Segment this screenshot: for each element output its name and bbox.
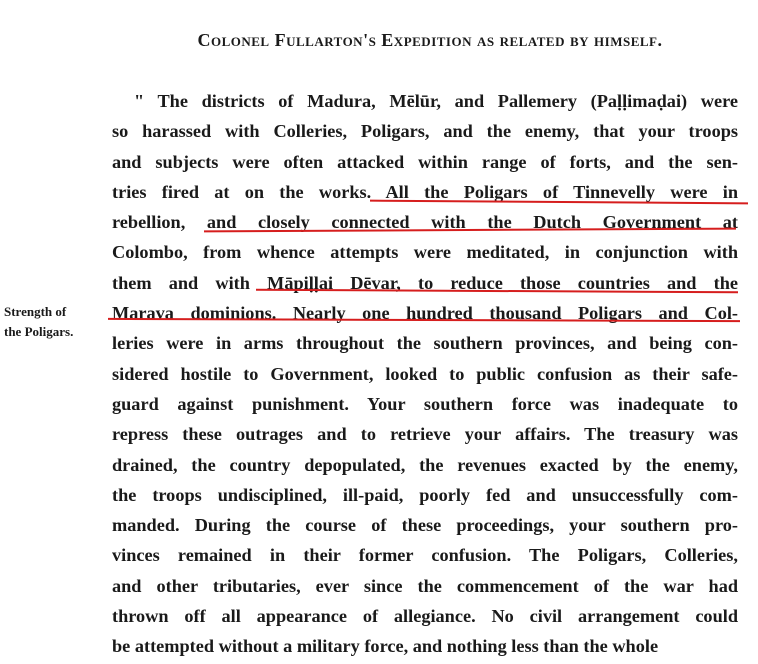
text-line: sidered hostile to Government, looked to public confusion as their safe- [112, 363, 738, 384]
text-line: be attempted without a military force, and nothing less than the whole [112, 636, 659, 657]
text-line: guard against punishment. Your southern force was inadequate to [112, 393, 738, 414]
text-line: Colombo, from whence attempts were meditated, in conjunction with [112, 242, 738, 263]
text-line: and subjects were often attacked within range of forts, and the sen- [112, 151, 738, 172]
text-line: " The districts of Madura, Mēlūr, and Pallemery (Paḷḷimaḍai) were [134, 91, 738, 111]
text-line: vinces remained in their former confusion. The Poligars, Colleries, [112, 545, 738, 566]
text-line: repress these outrages and to retrieve your affairs. The treasury was [112, 424, 738, 445]
body-text [112, 86, 738, 662]
text-line: manded. During the course of these proceedings, your southern pro- [112, 515, 738, 536]
text-line: the troops undisciplined, ill-paid, poorly fed and unsuccessfully com- [112, 484, 738, 505]
text-line: and other tributaries, ever since the commencement of the war had [112, 575, 738, 596]
text-line: thrown off all appearance of allegiance. No civil arrangement could [112, 606, 738, 627]
margin-note-line-2: the Poligars. [4, 324, 74, 339]
text-line: Marava dominions. Nearly one hundred thousand Poligars and Col- [112, 303, 738, 324]
text-line: drained, the country depopulated, the revenues exacted by the enemy, [112, 454, 738, 475]
margin-note-line-1: Strength of [4, 304, 67, 319]
text-line: leries were in arms throughout the southern provinces, and being con- [112, 333, 738, 354]
text-line: so harassed with Colleries, Poligars, and the enemy, that your troops [112, 121, 738, 142]
text-line: tries fired at on the works. All the Poligars of Tinnevelly were in [112, 181, 738, 202]
text-line: rebellion, and closely connected with the Dutch Government at [112, 212, 738, 233]
page-title: Colonel Fullarton's Expedition as related by himself. [197, 30, 663, 50]
margin-note [4, 302, 104, 342]
text-line: them and with Māpiḷḷai Dēvar, to reduce those countries and the [112, 272, 738, 293]
